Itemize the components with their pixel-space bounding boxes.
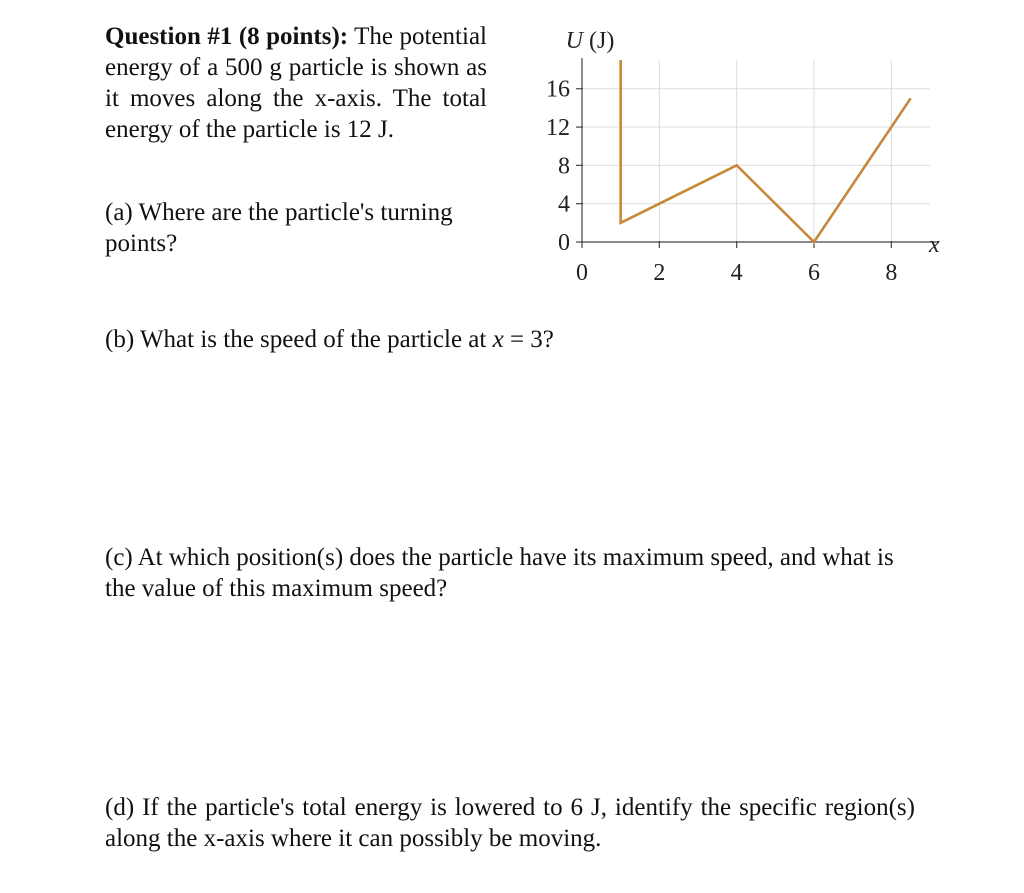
x-tick-label: 0 [576,260,588,286]
y-axis-label-var: U [565,28,584,54]
y-tick-label: 8 [558,153,570,180]
y-tick-label: 16 [546,76,570,103]
part-b-suffix: = 3? [503,326,554,353]
x-axis-label: x [929,232,940,258]
question-intro [105,21,487,145]
question-text: The potential energy of a 500 g particle is shown as it moves along the x-axis. The total energy of the particle is 12 J. [105,23,487,143]
part-b-text [105,324,805,355]
potential-energy-chart [520,20,960,300]
part-a-text: (a) Where are the particle's turning points? [105,199,453,257]
part-c-text: (c) At which position(s) does the particle have its maximum speed, and what is the value of this maximum speed? [105,544,894,602]
question-heading: Question #1 (8 points): [105,23,349,50]
y-tick-label: 4 [558,191,570,218]
x-tick-label: 4 [730,260,743,286]
x-tick-label: 6 [808,260,820,286]
y-tick-label: 0 [558,230,570,256]
part-b-prefix: (b) What is the speed of the particle at [105,326,493,353]
x-tick-label: 8 [885,260,898,286]
y-tick-label: 12 [546,115,570,142]
x-tick-label: 2 [653,260,666,286]
y-axis-label [566,28,615,54]
part-d-text: (d) If the particle's total energy is lowered to 6 J, identify the specific region(s) along the x-axis where it can possibly be moving. [105,794,915,852]
y-axis-label-unit: (J) [583,28,615,54]
potential-energy-line [621,60,911,242]
chart-series [621,60,911,242]
part-b-variable: x [492,326,504,353]
chart-ticks [546,77,897,286]
